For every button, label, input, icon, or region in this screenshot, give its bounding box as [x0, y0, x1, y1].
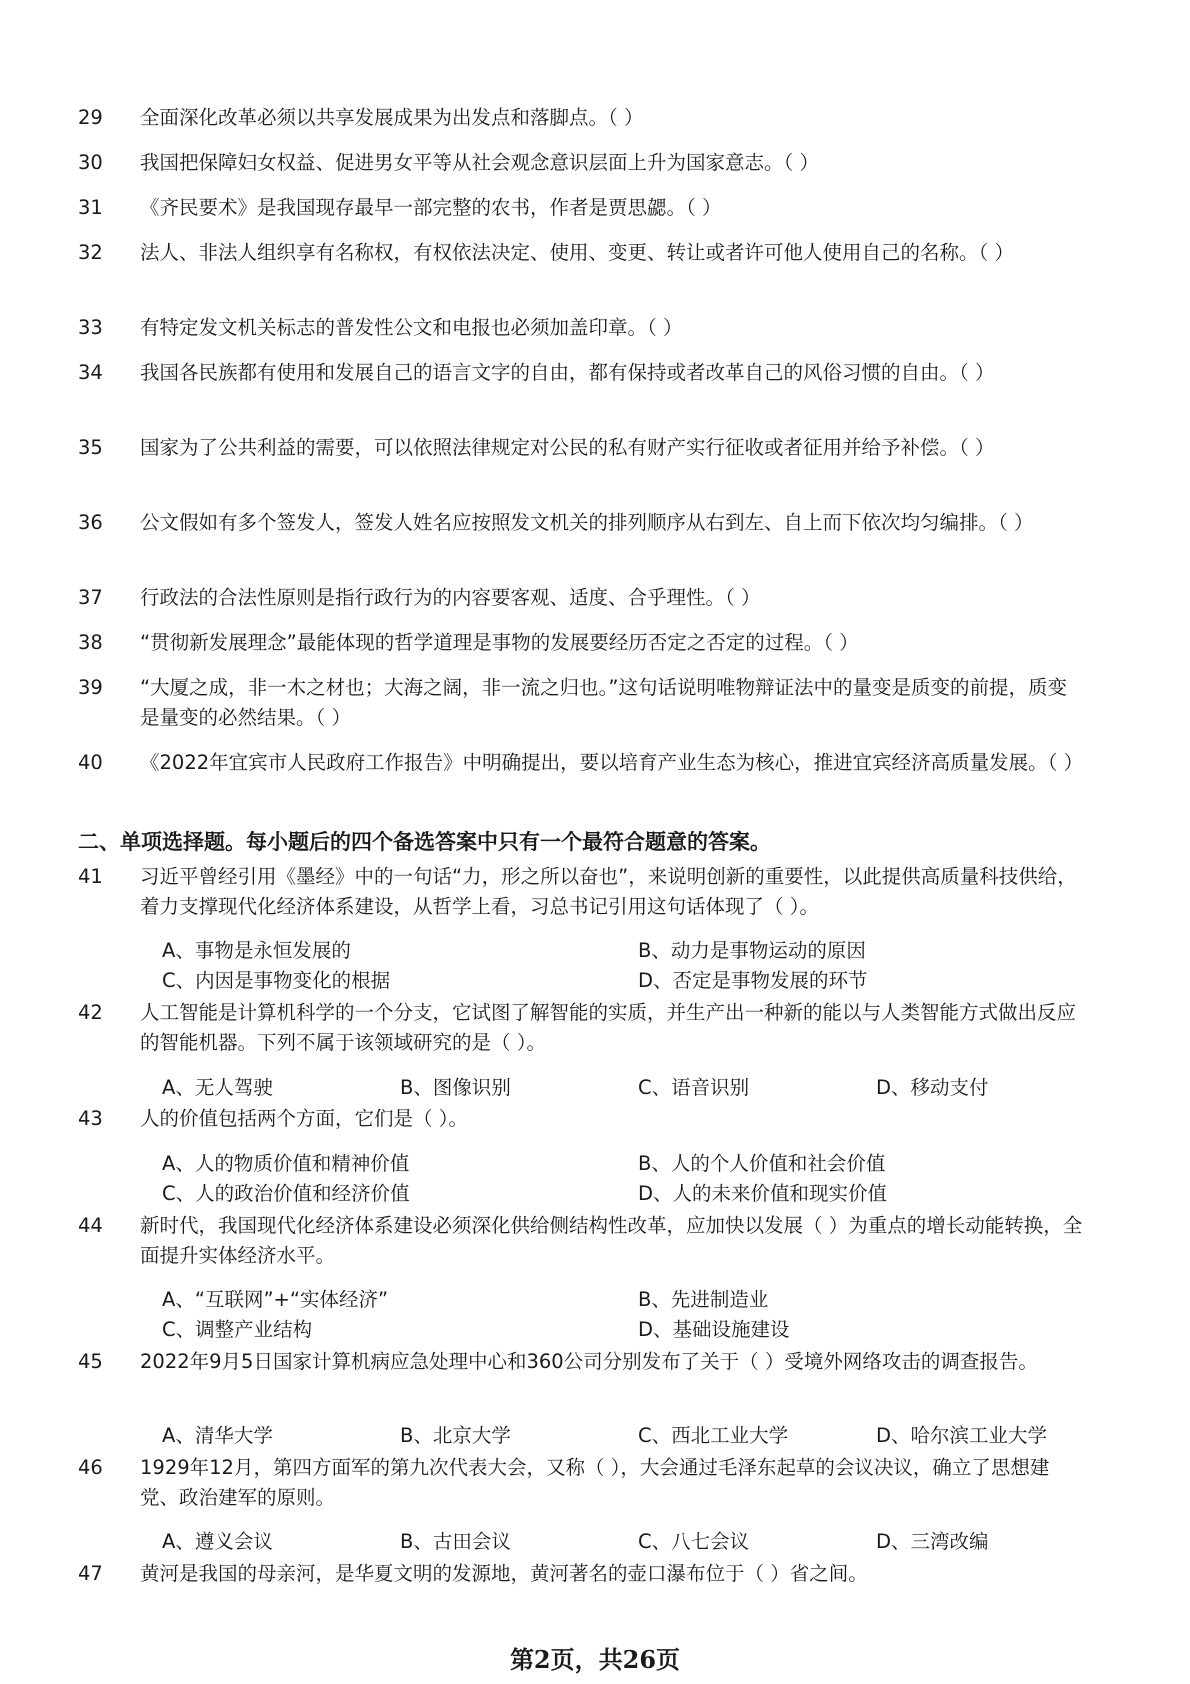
option-a: A、“互联网”+“实体经济”: [162, 1288, 389, 1311]
question-text: 国家为了公共利益的需要，可以依照法律规定对公民的私有财产实行征收或者征用并给予补偿。（ ）: [140, 436, 995, 459]
question-number: 44: [78, 1214, 103, 1237]
question-number: 36: [78, 511, 103, 534]
question-number: 32: [78, 241, 103, 264]
question-text: 有特定发文机关标志的普发性公文和电报也必须加盖印章。（ ）: [140, 316, 683, 339]
option-b: B、北京大学: [400, 1424, 511, 1447]
section-title: 二、单项选择题。每小题后的四个备选答案中只有一个最符合题意的答案。: [78, 830, 771, 854]
option-c: C、语音识别: [638, 1076, 750, 1099]
question-text: 人的价值包括两个方面，它们是（ ）。: [140, 1107, 468, 1130]
question-number: 42: [78, 1001, 103, 1024]
question-number: 37: [78, 586, 103, 609]
question-text: 2022年9月5日国家计算机病应急处理中心和360公司分别发布了关于（ ）受境外网络攻击的调查报告。: [140, 1350, 1038, 1373]
option-c: C、人的政治价值和经济价值: [162, 1182, 410, 1205]
option-a: A、遵义会议: [162, 1530, 273, 1553]
option-a: A、清华大学: [162, 1424, 273, 1447]
option-b: B、古田会议: [400, 1530, 511, 1553]
question-number: 40: [78, 751, 103, 774]
option-a: A、无人驾驶: [162, 1076, 273, 1099]
option-b: B、图像识别: [400, 1076, 511, 1099]
question-text: 人工智能是计算机科学的一个分支，它试图了解智能的实质，并生产出一种新的能以与人类智能方式做出反应的智能机器。下列不属于该领域研究的是（ ）。: [140, 1001, 1077, 1054]
question-text: 行政法的合法性原则是指行政行为的内容要客观、适度、合乎理性。（ ）: [140, 586, 761, 609]
question-number: 33: [78, 316, 103, 339]
question-number: 34: [78, 361, 103, 384]
question-text: 《齐民要术》是我国现存最早一部完整的农书，作者是贾思勰。（ ）: [140, 196, 722, 219]
question-number: 30: [78, 151, 103, 174]
question-number: 39: [78, 676, 103, 699]
question-number: 45: [78, 1350, 103, 1373]
question-number: 47: [78, 1562, 103, 1585]
question-text: 习近平曾经引用《墨经》中的一句话“力，形之所以奋也”，来说明创新的重要性，以此提供高质量科技供给，着力支撑现代化经济体系建设，从哲学上看，习总书记引用这句话体现了（ ）。: [140, 865, 1077, 918]
option-a: A、人的物质价值和精神价值: [162, 1152, 410, 1175]
question-number: 31: [78, 196, 103, 219]
question-text: 《2022年宜宾市人民政府工作报告》中明确提出，要以培育产业生态为核心，推进宜宾经济高质量发展。（ ）: [140, 751, 1084, 774]
question-text: 公文假如有多个签发人，签发人姓名应按照发文机关的排列顺序从右到左、自上而下依次均匀编排。（ ）: [140, 511, 1034, 534]
question-number: 29: [78, 106, 103, 129]
option-c: C、内因是事物变化的根据: [162, 969, 391, 992]
question-text: “大厦之成，非一木之材也；大海之阔，非一流之归也。”这句话说明唯物辩证法中的量变是质变的前提，质变是量变的必然结果。（ ）: [140, 676, 1067, 729]
option-d: D、人的未来价值和现实价值: [638, 1182, 888, 1205]
question-text: 我国各民族都有使用和发展自己的语言文字的自由，都有保持或者改革自己的风俗习惯的自由。（ ）: [140, 361, 995, 384]
option-b: B、动力是事物运动的原因: [638, 939, 866, 962]
option-b: B、人的个人价值和社会价值: [638, 1152, 886, 1175]
option-c: C、调整产业结构: [162, 1318, 313, 1341]
option-d: D、基础设施建设: [638, 1318, 790, 1341]
option-b: B、先进制造业: [638, 1288, 769, 1311]
question-text: 全面深化改革必须以共享发展成果为出发点和落脚点。（ ）: [140, 106, 644, 129]
option-d: D、否定是事物发展的环节: [638, 969, 868, 992]
question-text: 1929年12月，第四方面军的第九次代表大会，又称（ ），大会通过毛泽东起草的会议决议，确立了思想建党、政治建军的原则。: [140, 1456, 1050, 1509]
question-number: 41: [78, 865, 103, 888]
question-number: 46: [78, 1456, 103, 1479]
option-d: D、三湾改编: [876, 1530, 989, 1553]
question-text: 黄河是我国的母亲河，是华夏文明的发源地，黄河著名的壶口瀑布位于（ ）省之间。: [140, 1562, 868, 1585]
option-d: D、移动支付: [876, 1076, 989, 1099]
question-text: 我国把保障妇女权益、促进男女平等从社会观念意识层面上升为国家意志。（ ）: [140, 151, 819, 174]
question-text: “贯彻新发展理念”最能体现的哲学道理是事物的发展要经历否定之否定的过程。（ ）: [140, 631, 859, 654]
option-a: A、事物是永恒发展的: [162, 939, 351, 962]
question-number: 43: [78, 1107, 103, 1130]
question-text: 法人、非法人组织享有名称权，有权依法决定、使用、变更、转让或者许可他人使用自己的名称。（ ）: [140, 241, 1014, 264]
question-number: 38: [78, 631, 103, 654]
question-number: 35: [78, 436, 103, 459]
option-c: C、八七会议: [638, 1530, 750, 1553]
option-c: C、西北工业大学: [638, 1424, 789, 1447]
page-footer: 第2页，共26页: [509, 1645, 681, 1674]
question-text: 新时代，我国现代化经济体系建设必须深化供给侧结构性改革，应加快以发展（ ）为重点的增长动能转换，全面提升实体经济水平。: [140, 1214, 1083, 1267]
option-d: D、哈尔滨工业大学: [876, 1424, 1048, 1447]
